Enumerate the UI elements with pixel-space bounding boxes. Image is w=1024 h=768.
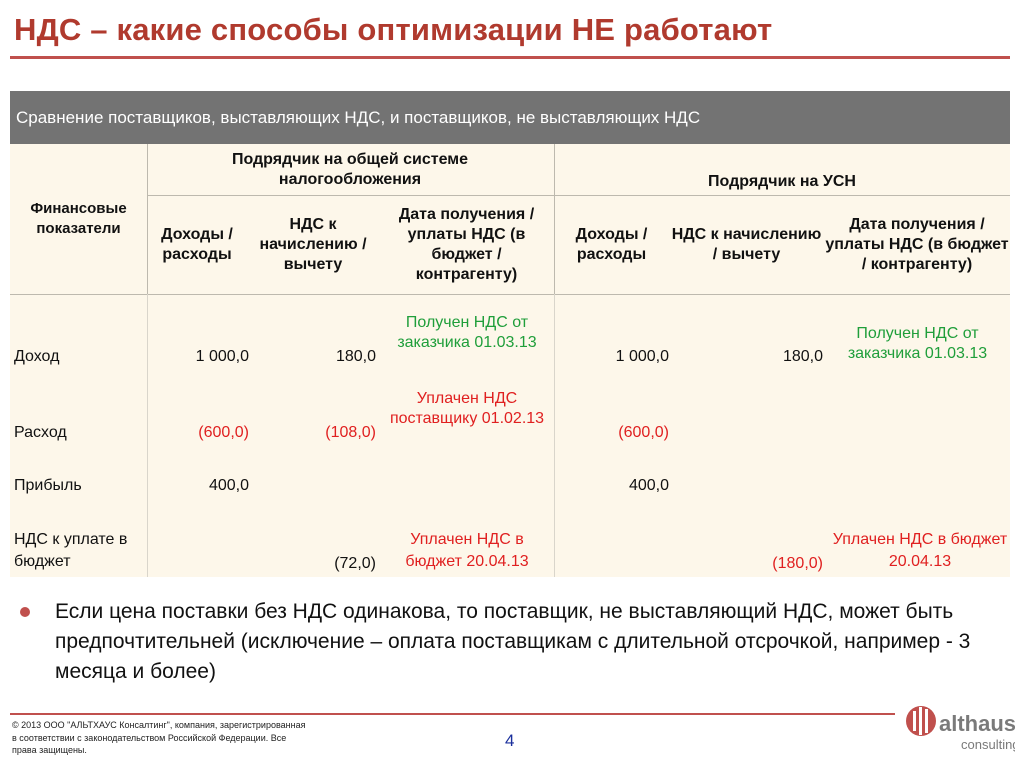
cell-osn-income-vat: 180,0 — [335, 348, 376, 365]
cell-osn-income-amount: 1 000,0 — [195, 348, 249, 365]
row-label-vat-payable: НДС к уплате в бюджет — [14, 531, 128, 570]
header-osn-date: Дата получения / уплаты НДС (в бюджет / контрагенту) — [398, 206, 535, 283]
title-divider — [10, 56, 1010, 59]
althaus-logo — [905, 697, 1015, 759]
cell-usn-vat-payable-note: Уплачен НДС в бюджет 20.04.13 — [832, 531, 1008, 570]
header-usn-date: Дата получения / уплаты НДС (в бюджет / контрагенту) — [825, 216, 1009, 273]
row-label-income: Доход — [14, 348, 60, 365]
header-usn-vat: НДС к начислению / вычету — [671, 226, 822, 263]
slide-title: НДС – какие способы оптимизации НЕ работают — [14, 12, 773, 47]
cell-usn-income-vat: 180,0 — [782, 348, 823, 365]
grid-line — [147, 195, 1010, 196]
cell-osn-expense-amount: (600,0) — [198, 424, 249, 441]
cell-usn-income-amount: 1 000,0 — [615, 348, 669, 365]
logo-sub: consulting — [961, 737, 1015, 752]
logo-word: althaus — [939, 711, 1015, 736]
row-label-profit: Прибыль — [14, 477, 82, 494]
cell-osn-profit-amount: 400,0 — [208, 477, 249, 494]
cell-osn-vat-payable: (72,0) — [334, 555, 376, 572]
cell-osn-vat-payable-note: Уплачен НДС в бюджет 20.04.13 — [405, 531, 529, 570]
footer-divider — [10, 713, 895, 715]
header-osn-vat: НДС к начислению / вычету — [259, 216, 367, 273]
cell-usn-profit-amount: 400,0 — [628, 477, 669, 494]
cell-osn-expense-vat: (108,0) — [325, 424, 376, 441]
row-label-expense: Расход — [14, 424, 67, 441]
cell-usn-income-note: Получен НДС от заказчика 01.03.13 — [847, 325, 988, 362]
table-banner: Сравнение поставщиков, выставляющих НДС, и поставщиков, не выставляющих НДС — [10, 91, 1010, 144]
bullet-dot — [20, 607, 30, 617]
cell-usn-expense-amount: (600,0) — [618, 424, 669, 441]
header-usn-group: Подрядчик на УСН — [708, 173, 856, 190]
comparison-table — [10, 91, 1010, 577]
header-usn-income: Доходы / расходы — [575, 226, 648, 263]
page-number: 4 — [505, 731, 515, 750]
cell-osn-expense-note: Уплачен НДС поставщику 01.02.13 — [389, 390, 545, 427]
header-osn-income: Доходы / расходы — [161, 226, 233, 263]
logo-mark-icon — [905, 697, 1015, 759]
cell-osn-income-note: Получен НДС от заказчика 01.03.13 — [397, 314, 537, 351]
footer-copyright: © 2013 ООО "АЛЬТХАУС Консалтинг", компания, зарегистрированная в соответствии с законодательством Российской Федерации. Все права защищены. — [12, 720, 306, 755]
grid-line — [10, 294, 1010, 295]
cell-usn-vat-payable: (180,0) — [772, 555, 823, 572]
bullet-text: Если цена поставки без НДС одинакова, то поставщик, не выставляющий НДС, может быть предпочтительней (исключение – оплата поставщикам с длительной отсрочкой, например - 3 месяца и более) — [55, 600, 971, 683]
header-financial-indicators: Финансовые показатели — [30, 200, 127, 237]
header-osn-group: Подрядчик на общей системе налогообложения — [231, 151, 469, 188]
